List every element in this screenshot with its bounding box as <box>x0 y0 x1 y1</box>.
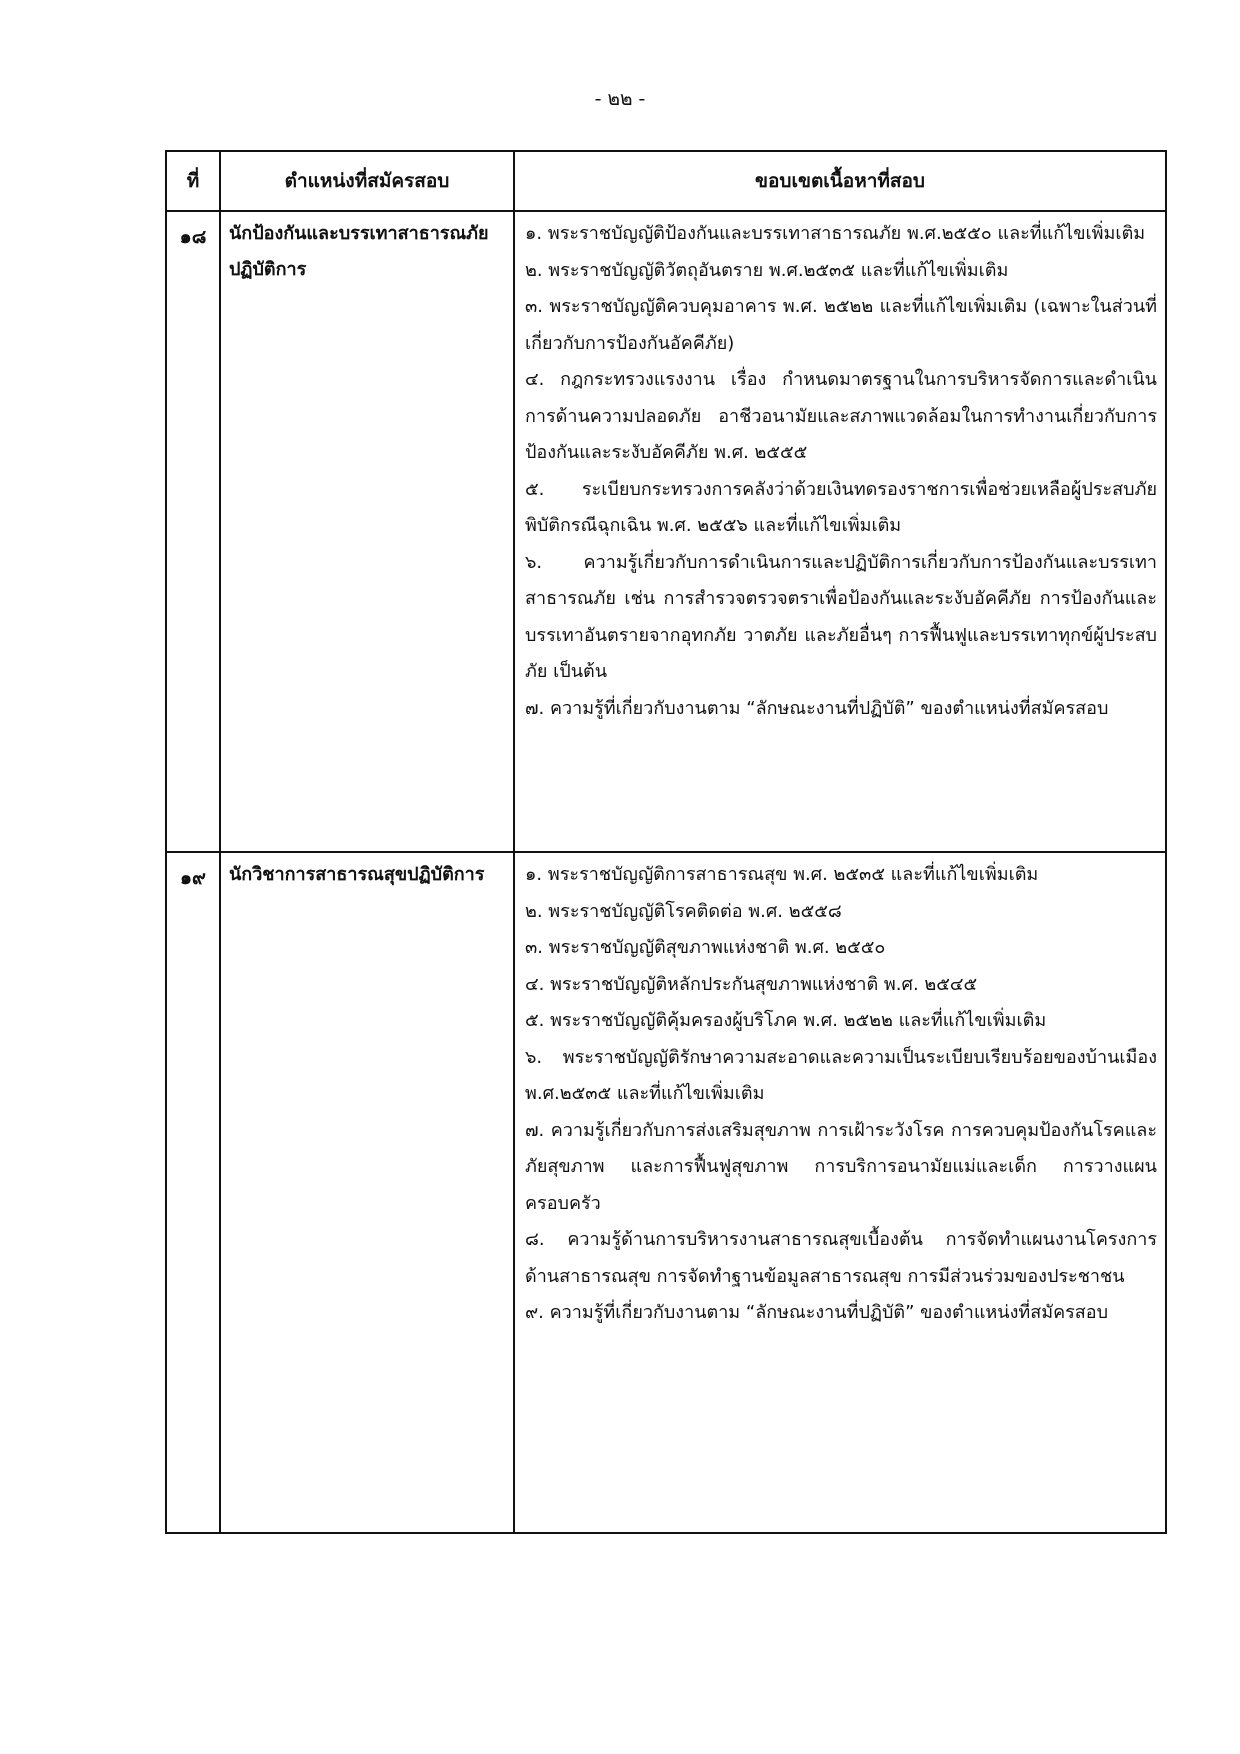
scope-item: ๗. ความรู้ที่เกี่ยวกับงานตาม “ลักษณะงานที่ปฏิบัติ” ของตำแหน่งที่สมัครสอบ <box>525 697 1109 719</box>
scope-item: ๓. พระราชบัญญัติควบคุมอาคาร พ.ศ. ๒๕๒๒ และที่แก้ไขเพิ่มเติม (เฉพาะในส่วนที่เกี่ยวกับการป้องกันอัคคีภัย) <box>525 296 1157 354</box>
page-number: - ๒๒ - <box>594 88 646 110</box>
scope-item: ๒. พระราชบัญญัติวัตถุอันตราย พ.ศ.๒๕๓๕ และที่แก้ไขเพิ่มเติม <box>525 259 1009 281</box>
header-position: ตำแหน่งที่สมัครสอบ <box>220 151 514 211</box>
scope-item: ๓. พระราชบัญญัติสุขภาพแห่งชาติ พ.ศ. ๒๕๕๐ <box>525 937 886 958</box>
row-number: ๑๙ <box>166 852 220 1533</box>
scope-item: ๗. ความรู้เกี่ยวกับการส่งเสริมสุขภาพ การเฝ้าระวังโรค การควบคุมป้องกันโรคและภัยสุขภาพ และการฟื้นฟูสุขภาพ การบริการอนามัยแม่และเด็ก การวางแผนครอบครัว <box>525 1119 1157 1214</box>
scope-item: ๔. พระราชบัญญัติหลักประกันสุขภาพแห่งชาติ พ.ศ. ๒๕๔๕ <box>525 973 978 995</box>
table-header-row <box>166 151 1166 211</box>
scope-item: ๖. ความรู้เกี่ยวกับการดำเนินการและปฏิบัติการเกี่ยวกับการป้องกันและบรรเทาสาธารณภัย เช่น การสำรวจตรวจตราเพื่อป้องกันและระงับอัคคีภัย การป้องกันและบรรเทาอันตรายจากอุทกภัย วาตภัย และภัยอื่นๆ การฟื้นฟูและบรรเทาทุกข์ผู้ประสบภัย เป็นต้น <box>525 551 1157 682</box>
exam-scope-table <box>165 150 1167 1534</box>
scope-item: ๕. ระเบียบกระทรวงการคลังว่าด้วยเงินทดรองราชการเพื่อช่วยเหลือผู้ประสบภัยพิบัติกรณีฉุกเฉิน พ.ศ. ๒๕๕๖ และที่แก้ไขเพิ่มเติม <box>525 478 1157 536</box>
scope-item: ๘. ความรู้ด้านการบริหารงานสาธารณสุขเบื้องต้น การจัดทำแผนงานโครงการด้านสาธารณสุข การจัดทำฐานข้อมูลสาธารณสุข การมีส่วนร่วมของประชาชน <box>525 1229 1157 1287</box>
scope-item: ๕. พระราชบัญญัติคุ้มครองผู้บริโภค พ.ศ. ๒๕๒๒ และที่แก้ไขเพิ่มเติม <box>525 1010 1047 1031</box>
scope-item: ๑. พระราชบัญญัติการสาธารณสุข พ.ศ. ๒๕๓๕ และที่แก้ไขเพิ่มเติม <box>525 864 1039 885</box>
table-row <box>166 211 1166 852</box>
table-row <box>166 852 1166 1533</box>
scope-item: ๑. พระราชบัญญัติป้องกันและบรรเทาสาธารณภัย พ.ศ.๒๕๕๐ และที่แก้ไขเพิ่มเติม <box>525 223 1146 244</box>
row-number: ๑๘ <box>166 211 220 852</box>
position-name: นักป้องกันและบรรเทาสาธารณภัยปฏิบัติการ <box>220 211 514 852</box>
scope-item: ๔. กฎกระทรวงแรงงาน เรื่อง กำหนดมาตรฐานในการบริหารจัดการและดำเนินการด้านความปลอดภัย อาชีวอนามัยและสภาพแวดล้อมในการทำงานเกี่ยวกับการป้องกันและระงับอัคคีภัย พ.ศ. ๒๕๕๕ <box>525 369 1157 463</box>
header-no: ที่ <box>166 151 220 211</box>
scope-item: ๙. ความรู้ที่เกี่ยวกับงานตาม “ลักษณะงานที่ปฏิบัติ” ของตำแหน่งที่สมัครสอบ <box>525 1302 1109 1323</box>
scope-list <box>514 211 1166 852</box>
position-name: นักวิชาการสาธารณสุขปฏิบัติการ <box>220 852 514 1533</box>
scope-item: ๖. พระราชบัญญัติรักษาความสะอาดและความเป็นระเบียบเรียบร้อยของบ้านเมือง พ.ศ.๒๕๓๕ และที่แก้ไขเพิ่มเติม <box>525 1046 1157 1104</box>
scope-list <box>514 852 1166 1533</box>
scope-item: ๒. พระราชบัญญัติโรคติดต่อ พ.ศ. ๒๕๕๘ <box>525 900 842 922</box>
header-scope: ขอบเขตเนื้อหาที่สอบ <box>514 151 1166 211</box>
